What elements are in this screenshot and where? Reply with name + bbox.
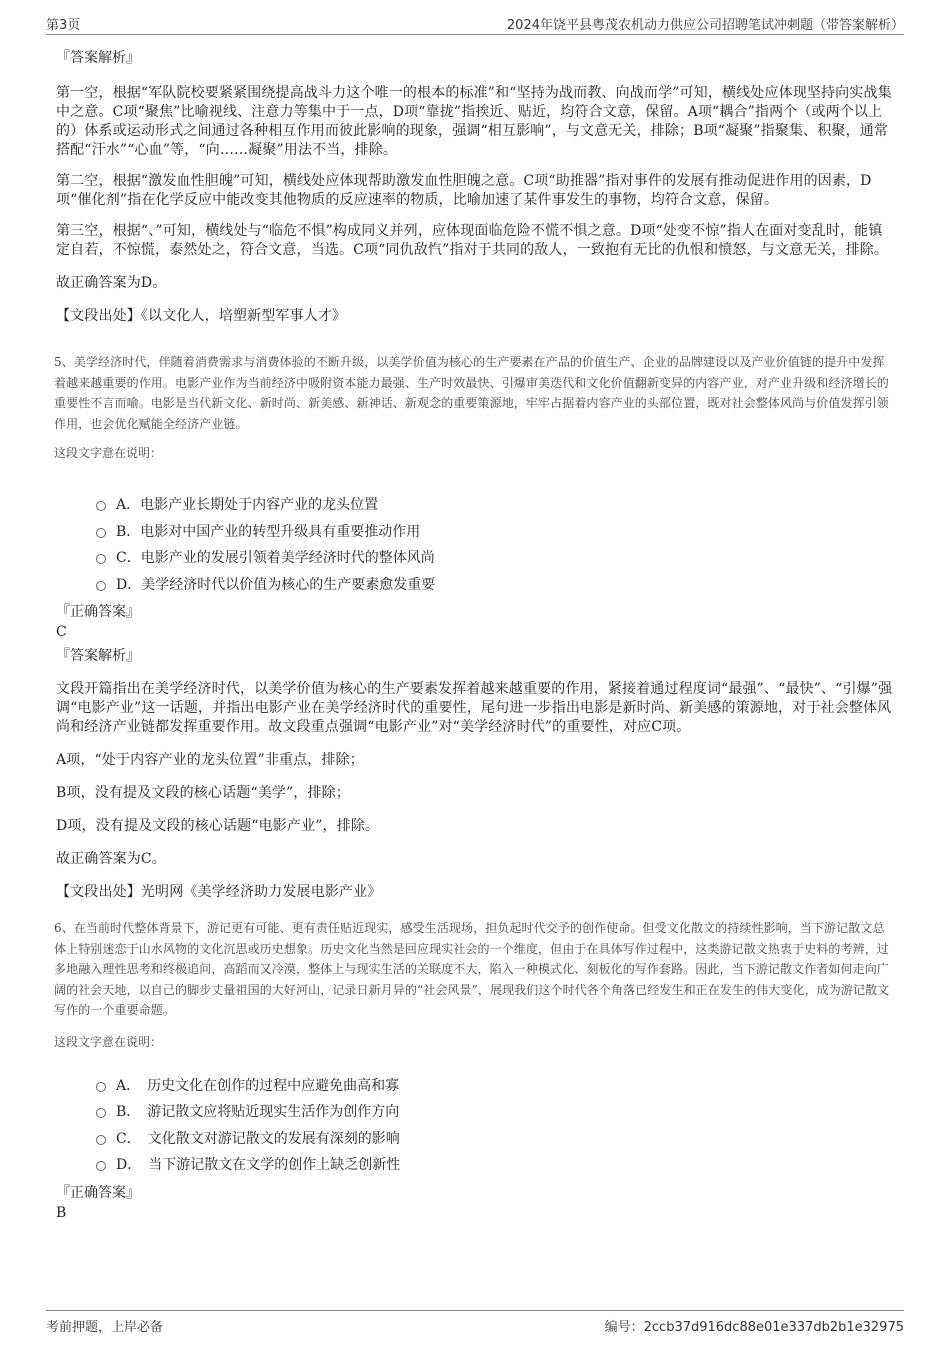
prev-analysis-p1: 第一空，根据“军队院校要紧紧围绕提高战斗力这个唯一的根本的标准”和“坚持为战而教、向战而学”可知，横线处应体现坚持向实战集中之意。C项“聚焦”比喻视线、注意力等集中于一点，D项“靠拢”指挨近、贴近，均符合文意，保留。A项“耦合”指两个（或两个以上的）体系或运动形式之间通过各种相互作用而彼此影响的现象，强调“相互影响”，与文意无关，排除；B项“凝聚”指聚集、积聚，通常搭配“汗水”“心血”等，“向……凝聚”用法不当，排除。 bbox=[56, 85, 892, 158]
radio-icon[interactable] bbox=[96, 581, 106, 591]
question-5-answer: C bbox=[56, 624, 67, 640]
radio-icon[interactable] bbox=[96, 554, 106, 564]
question-5-analysis: 文段开篇指出在美学经济时代，以美学价值为核心的生产要素发挥着越来越重要的作用，紧接着通过程度词“最强”、“最快”、“引爆”强调“电影产业”这一话题，并指出电影产业在美学经济时代的重要性，尾句进一步指出电影是新时尚、新美感的策源地，对于社会整体风尚和经济产业链都发挥重要作用。故文段重点强调“电影产业”对“美学经济时代”的重要性，对应C项。 bbox=[56, 681, 893, 735]
question-6-prompt: 这段文字意在说明： bbox=[54, 1034, 163, 1049]
question-5-options bbox=[96, 492, 894, 598]
question-6-option-d[interactable]: D． 当下游记散文在文学的创作上缺乏创新性 bbox=[96, 1152, 894, 1179]
question-5-option-c[interactable]: C．电影产业的发展引领着美学经济时代的整体风尚 bbox=[96, 545, 894, 572]
question-5-text: 5、美学经济时代，伴随着消费需求与消费体验的不断升级，以美学价值为核心的生产要素在产品的价值生产、企业的品牌建设以及产业价值链的提升中发挥着越来越重要的作用。电影产业作为当前经济中吸附资本能力最强、生产时效最快、引爆审美迭代和文化价值翻新变异的内容产业，对产业升级和经济增长的重要性不言而喻。电影是当代新文化、新时尚、新美感、新神话、新观念的重要策源地，牢牢占据着内容产业的头部位置，既对社会整体风尚与价值发挥引领作用，也会优化赋能全经济产业链。 bbox=[54, 355, 889, 431]
question-6-option-c[interactable]: C． 文化散文对游记散文的发展有深刻的影响 bbox=[96, 1126, 894, 1153]
page-header bbox=[46, 10, 904, 35]
question-6-answer-label: 『正确答案』 bbox=[56, 1184, 140, 1201]
footer-serial: 编号：2ccb37d916dc88e01e337db2b1e32975 bbox=[604, 1320, 904, 1335]
prev-conclusion: 故正确答案为D。 bbox=[56, 275, 167, 291]
question-6-text: 6、在当前时代整体背景下，游记更有可能、更有责任贴近现实，感受生活现场，担负起时代交予的创作使命。但受文化散文的持续性影响，当下游记散文总体上特别迷恋于山水风物的文化沉思或历史想象。历史文化当然是回应现实社会的一个维度，但由于在具体写作过程中，这类游记散文热衷于史料的考辨，过多地融入理性思考和终极追问，高蹈而又冷漠，整体上与现实生活的关联度不大，陷入一种模式化、刻板化的写作套路。因此，当下游记散文作者如何走向广阔的社会天地，以自己的脚步丈量祖国的大好河山，记录日新月异的“社会风景”，展现我们这个时代各个角落已经发生和正在发生的伟大变化，成为游记散文写作的一个重要命题。 bbox=[54, 921, 890, 1017]
radio-icon[interactable] bbox=[96, 501, 106, 511]
document-title: 2024年饶平县粤茂农机动力供应公司招聘笔试冲刺题（带答案解析） bbox=[506, 18, 904, 33]
question-5-analysis-label: 『答案解析』 bbox=[56, 648, 140, 664]
footer-slogan: 考前押题，上岸必备 bbox=[46, 1320, 164, 1335]
page-number: 第3页 bbox=[46, 18, 81, 33]
radio-icon[interactable] bbox=[96, 1108, 106, 1118]
question-5-answer-label: 『正确答案』 bbox=[56, 604, 140, 620]
radio-icon[interactable] bbox=[96, 1161, 106, 1171]
question-5-note-d: D项，没有提及文段的核心话题“电影产业”，排除。 bbox=[56, 818, 380, 834]
question-5-note-a: A项，“处于内容产业的龙头位置”非重点，排除； bbox=[56, 752, 364, 768]
prev-analysis-label: 『答案解析』 bbox=[56, 50, 140, 66]
question-5-option-b[interactable]: B．电影对中国产业的转型升级具有重要推动作用 bbox=[96, 519, 894, 546]
question-6-option-b[interactable]: B． 游记散文应将贴近现实生活作为创作方向 bbox=[96, 1099, 894, 1126]
question-6-options bbox=[96, 1073, 894, 1179]
prev-source: 【文段出处】《以文化人，培塑新型军事人才》 bbox=[56, 308, 347, 324]
question-6-option-a[interactable]: A． 历史文化在创作的过程中应避免曲高和寡 bbox=[96, 1073, 894, 1100]
question-5-conclusion: 故正确答案为C。 bbox=[56, 851, 166, 867]
radio-icon[interactable] bbox=[96, 528, 106, 538]
radio-icon[interactable] bbox=[96, 1135, 106, 1145]
prev-analysis-p3: 第三空，根据“、”可知，横线处与“临危不惧”构成同义并列，应体现面临危险不慌不惧之意。D项“处变不惊”指人在面对变乱时，能镇定自若，不惊慌，泰然处之，符合文意，当选。C项“同仇敌忾”指对于共同的敌人，一致抱有无比的仇恨和愤怒，与文意无关，排除。 bbox=[56, 223, 889, 258]
page-footer bbox=[46, 1310, 904, 1341]
radio-icon[interactable] bbox=[96, 1082, 106, 1092]
question-5-note-b: B项，没有提及文段的核心话题“美学”，排除； bbox=[56, 785, 350, 801]
prev-analysis-p2: 第二空，根据“激发血性胆魄”可知，横线处应体现帮助激发血性胆魄之意。C项“助推器”指对事件的发展有推动促进作用的因素，D项“催化剂”指在化学反应中能改变其他物质的反应速率的物质，比喻加速了某件事发生的事物，均符合文意，保留。 bbox=[56, 173, 872, 208]
question-5-source: 【文段出处】光明网《美学经济助力发展电影产业》 bbox=[56, 884, 382, 900]
question-5-option-a[interactable]: A．电影产业长期处于内容产业的龙头位置 bbox=[96, 492, 894, 519]
document-body bbox=[56, 44, 894, 1223]
question-6-answer: B bbox=[56, 1204, 67, 1221]
question-5-option-d[interactable]: D．美学经济时代以价值为核心的生产要素愈发重要 bbox=[96, 572, 894, 599]
question-5-prompt: 这段文字意在说明： bbox=[54, 446, 163, 460]
